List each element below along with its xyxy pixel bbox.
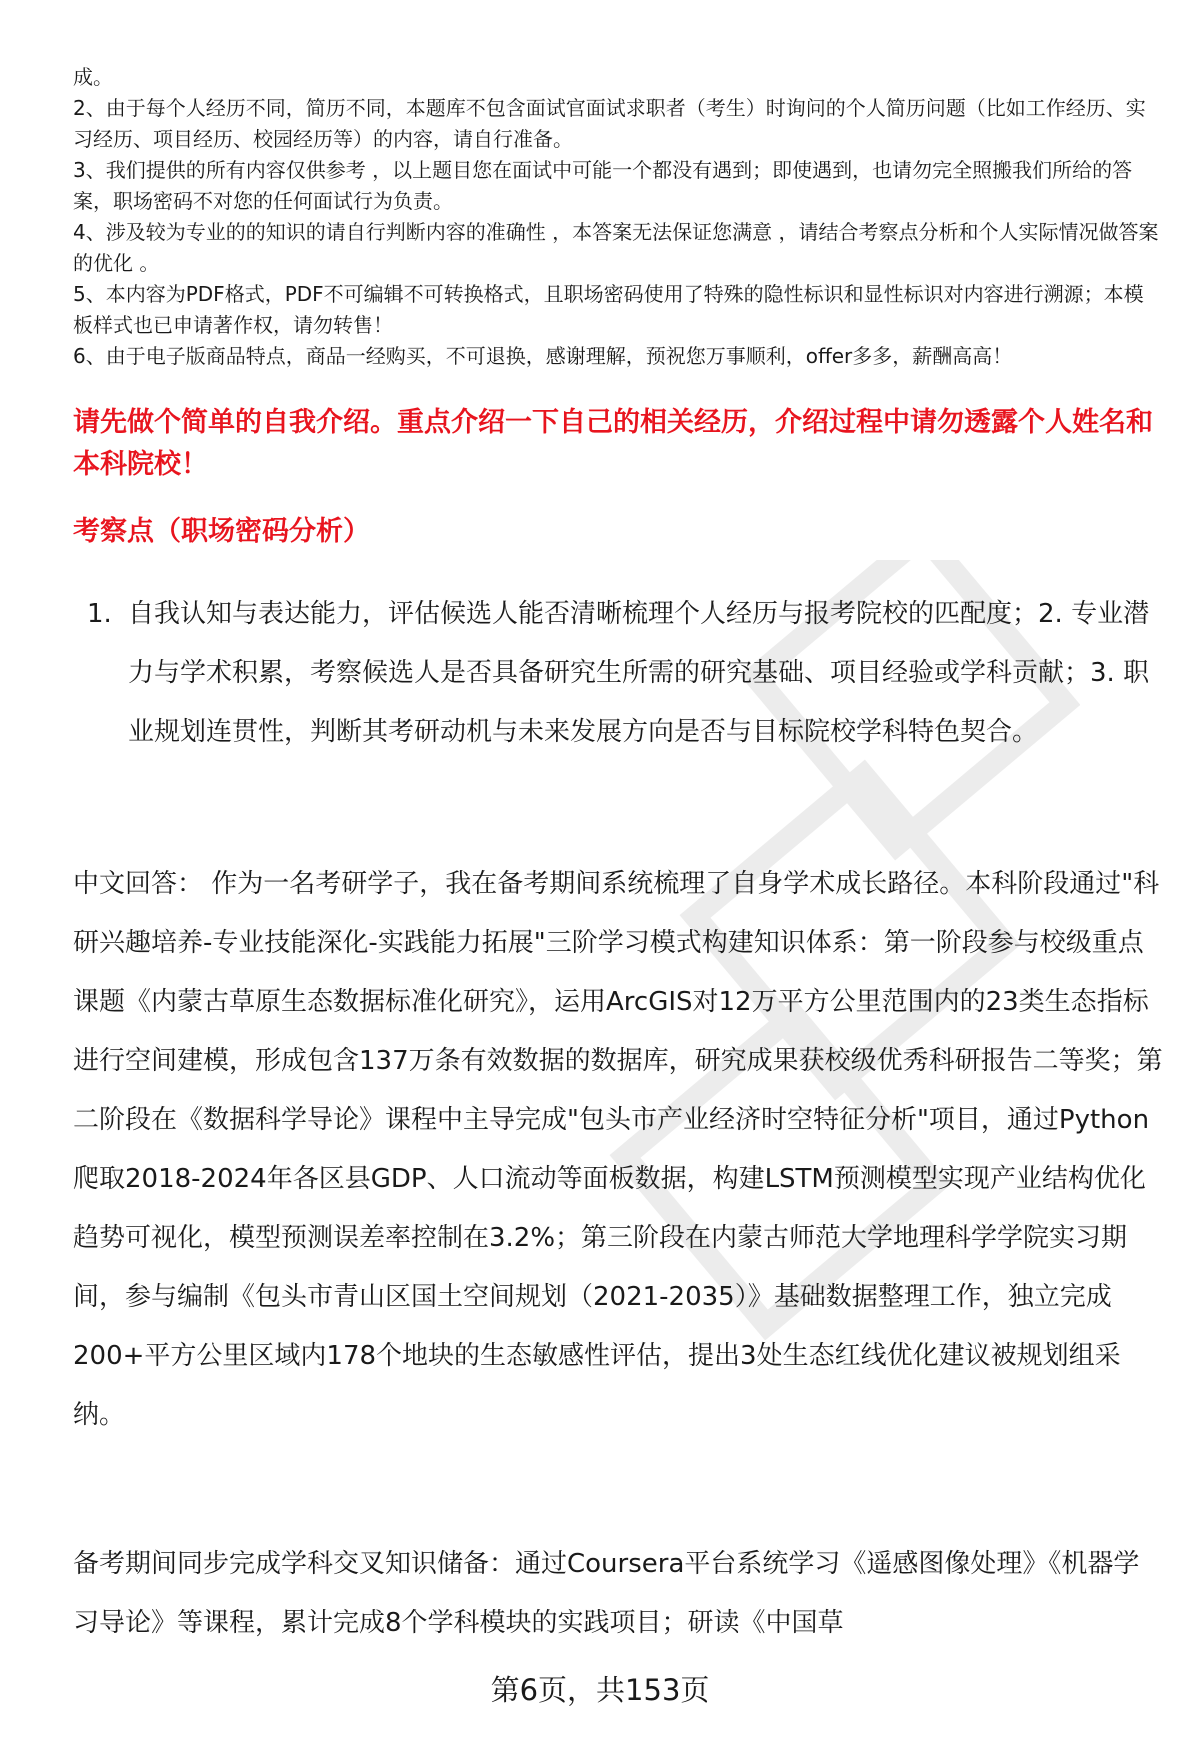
note-line: 3、我们提供的所有内容仅供参考 ，以上题目您在面试中可能一个都没有遇到；即使遇到，也请勿完全照搬我们所给的答案，职场密码不对您的任何面试行为负责。 — [73, 158, 1133, 213]
note-line: 成。 — [73, 65, 113, 89]
note-line: 4、涉及较为专业的的知识的请自行判断内容的准确性 ，本答案无法保证您满意 ，请结合考察点分析和个人实际情况做答案的优化 。 — [73, 220, 1159, 275]
interview-question: 请先做个简单的自我介绍。重点介绍一下自己的相关经历，介绍过程中请勿透露个人姓名和本科院校！ — [73, 407, 1153, 480]
disclaimer-notes — [73, 62, 1163, 372]
note-line: 2、由于每个人经历不同，简历不同，本题库不包含面试官面试求职者（考生）时询问的个人简历问题（比如工作经历、实习经历、项目经历、校园经历等）的内容，请自行准备。 — [73, 96, 1146, 151]
page-footer: 第6页，共153页 — [490, 1673, 710, 1707]
section-title: 考察点（职场密码分析） — [73, 516, 370, 547]
assessment-points — [73, 585, 1163, 762]
answer-paragraph-1: 中文回答： 作为一名考研学子，我在备考期间系统梳理了自身学术成长路径。本科阶段通过"科研兴趣培养-专业技能深化-实践能力拓展"三阶学习模式构建知识体系：第一阶段参与校级重点课题《内蒙古草原生态数据标准化研究》，运用ArcGIS对12万平方公里范围内的23类生态指标进行空间建模，形成包含137万条有效数据的数据库，研究成果获校级优秀科研报告二等奖；第二阶段在《数据科学导论》课程中主导完成"包头市产业经济时空特征分析"项目，通过Python爬取2018-2024年各区县GDP、人口流动等面板数据，构建LSTM预测模型实现产业结构优化趋势可视化，模型预测误差率控制在3.2%；第三阶段在内蒙古师范大学地理科学学院实习期间，参与编制《包头市青山区国土空间规划（2021-2035）》基础数据整理工作，独立完成200+平方公里区域内178个地块的生态敏感性评估，提出3处生态红线优化建议被规划组采纳。 — [73, 869, 1163, 1430]
answer-paragraph-2: 备考期间同步完成学科交叉知识储备：通过Coursera平台系统学习《遥感图像处理》《机器学习导论》等课程，累计完成8个学科模块的实践项目；研读《中国草 — [73, 1549, 1140, 1638]
point-text: 自我认知与表达能力，评估候选人能否清晰梳理个人经历与报考院校的匹配度；2. 专业潜力与学术积累，考察候选人是否具备研究生所需的研究基础、项目经验或学科贡献；3. 职业规划连贯性，判断其考研动机与未来发展方向是否与目标院校学科特色契合。 — [128, 599, 1150, 747]
note-line: 5、本内容为PDF格式，PDF不可编辑不可转换格式，且职场密码使用了特殊的隐性标识和显性标识对内容进行溯源；本模板样式也已申请著作权，请勿转售！ — [73, 282, 1144, 337]
point-number: 1. — [87, 599, 112, 629]
note-line: 6、由于电子版商品特点，商品一经购买，不可退换，感谢理解，预祝您万事顺利，offer多多，薪酬高高！ — [73, 344, 1013, 368]
